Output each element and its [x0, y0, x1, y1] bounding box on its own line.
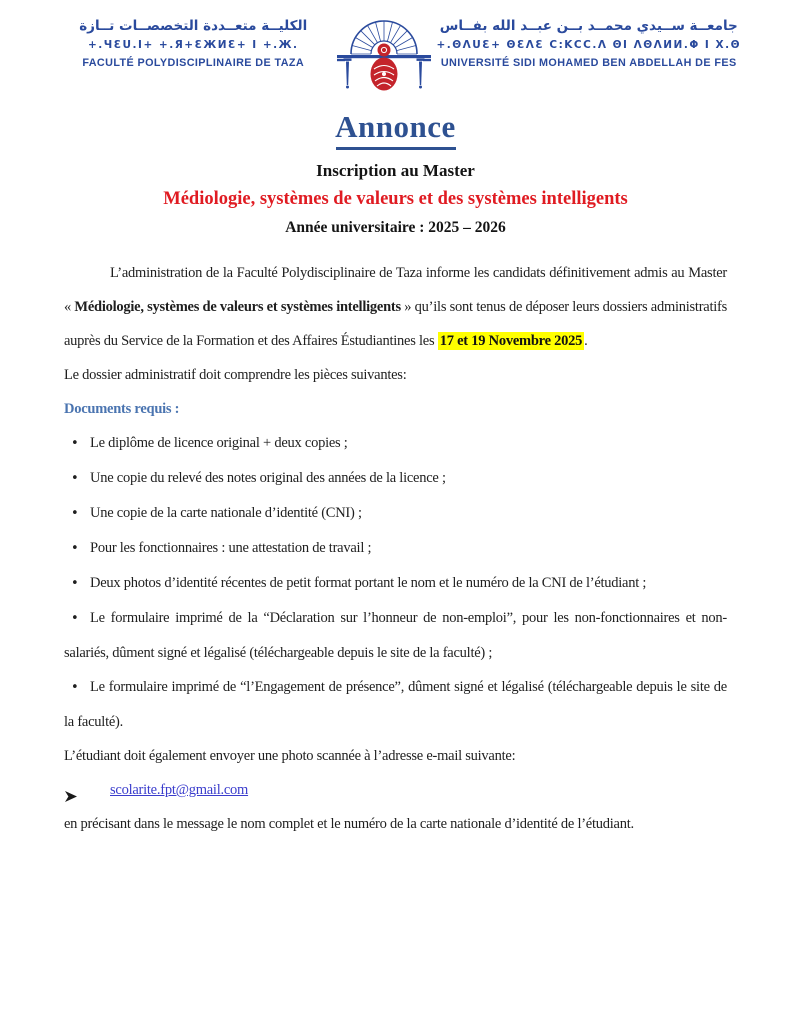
faculty-block [54, 16, 332, 70]
list-item-declaration [64, 601, 727, 670]
email-row [64, 773, 727, 807]
bullet-icon: • [71, 541, 79, 556]
list-item-attestation [64, 531, 727, 566]
title-underline [336, 147, 456, 150]
faculty-name-french: FACULTÉ POLYDISCIPLINAIRE DE TAZA [82, 57, 305, 69]
list-item-engagement [64, 670, 727, 739]
list-item-diplome [64, 426, 727, 461]
bullet-icon: • [71, 506, 79, 521]
bullet-icon: • [71, 680, 79, 695]
intro-text-3: . [584, 333, 588, 349]
list-item-text: Le diplôme de licence original + deux copies ; [90, 435, 348, 451]
university-name-arabic: جامعــة ســيدي محمــد بــن عبــد الله بفــاس [439, 18, 738, 34]
bullet-icon: • [71, 611, 79, 626]
list-item-photos [64, 566, 727, 601]
email-intro: L’étudiant doit également envoyer une photo scannée à l’adresse e-mail suivante: [64, 748, 516, 764]
program-name-bold: Médiologie, systèmes de valeurs et systèmes intelligents [74, 299, 401, 315]
arrow-bullet-icon [64, 783, 79, 798]
list-item-text: Le formulaire imprimé de “l’Engagement de présence”, dûment signé et légalisé (téléchargeable depuis le site de la faculté). [64, 679, 727, 730]
list-item-text: Une copie du relevé des notes original des années de la licence ; [90, 470, 446, 486]
subtitle-inscription: Inscription au Master [316, 161, 475, 180]
university-name-french: UNIVERSITÉ SIDI MOHAMED BEN ABDELLAH DE FES [440, 57, 737, 69]
deadline-highlight: 17 et 19 Novembre 2025 [439, 333, 583, 349]
faculty-name-tifinagh: +.ЧƐU.I+ +.Я+ƐЖИƐ+ I +.Ж. [87, 39, 299, 51]
university-logo-icon [332, 12, 436, 101]
dossier-intro: Le dossier administratif doit comprendre les pièces suivantes: [64, 367, 407, 383]
university-name-tifinagh: +.ΘΛUƐ+ ΘƐΛƐ C:ΚCC.Λ ΘI ΛΘΛИИ.Φ I X.Θ [436, 39, 741, 51]
email-link[interactable]: scolarite.fpt@gmail.com [110, 782, 249, 798]
bullet-icon: • [71, 576, 79, 591]
intro-text-2: » qu’ils sont tenus de déposer leurs dossiers administratifs auprès du Service de la Formation et des Affaires Éstudiantines les [64, 299, 727, 349]
documents-requis-label: Documents requis : [64, 401, 180, 417]
intro-paragraph [64, 256, 727, 358]
list-item-text: Pour les fonctionnaires : une attestation de travail ; [90, 540, 372, 556]
document-body [0, 256, 791, 841]
list-item-releve [64, 461, 727, 496]
logo-medallion [371, 44, 398, 91]
letterhead [0, 0, 791, 101]
university-block [436, 16, 741, 70]
title-block [0, 109, 791, 237]
list-item-cni [64, 496, 727, 531]
academic-year: Année universitaire : 2025 – 2026 [285, 219, 506, 236]
closing-paragraph: en précisant dans le message le nom complet et le numéro de la carte nationale d’identité de l’étudiant. [64, 816, 634, 832]
page-title: Annonce [335, 109, 456, 144]
bullet-icon: • [71, 471, 79, 486]
list-item-text: Deux photos d’identité récentes de petit format portant le nom et le numéro de la CNI de l’étudiant ; [90, 575, 647, 591]
list-item-text: Le formulaire imprimé de la “Déclaration sur l’honneur de non-emploi”, pour les non-fonctionnaires et non-salariés, dûment signé et légalisé (téléchargeable depuis le site de la faculté) ; [64, 610, 727, 661]
list-item-text: Une copie de la carte nationale d’identité (CNI) ; [90, 505, 362, 521]
intro-text-1: L’administration de la Faculté Polydisciplinaire de Taza informe les candidats définitivement admis au Master « [64, 265, 727, 315]
bullet-icon: • [71, 436, 79, 451]
faculty-name-arabic: الكليــة متعــددة التخصصــات تــازة [79, 18, 308, 34]
master-program-title: Médiologie, systèmes de valeurs et des systèmes intelligents [163, 189, 628, 209]
